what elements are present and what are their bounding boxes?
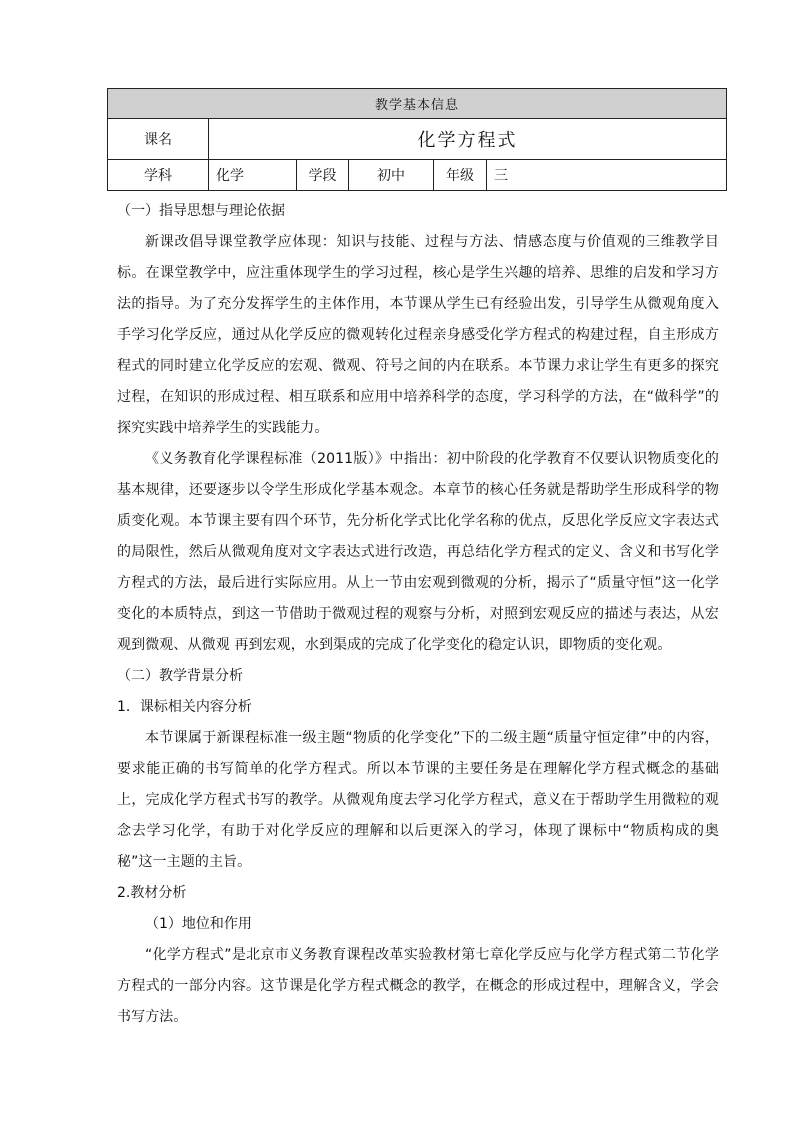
paragraph-three-dimensional-goals: 新课改倡导课堂教学应体现：知识与技能、过程与方法、情感态度与价值观的三维教学目标。在课堂教学中，应注重体现学生的学习过程，核心是学生兴趣的培养、思维的启发和学习方法的指导。为了充分发挥学生的主体作用，本节课从学生已有经验出发，引导学生从微观角度入手学习化学反应，通过从化学反应的微观转化过程亲身感受化学方程式的构建过程，自主形成方程式的同时建立化学反应的宏观、微观、符号之间的内在联系。本节课力求让学生有更多的探究过程，在知识的形成过程、相互联系和应用中培养科学的态度，学习科学的方法，在“做科学”的探究实践中培养学生的实践能力。 xyxy=(117,234,719,436)
stage-label: 学段 xyxy=(297,160,349,191)
subject-value: 化学 xyxy=(209,160,297,191)
section-heading-background: （二）教学背景分析 xyxy=(117,668,243,684)
course-label: 课名 xyxy=(108,119,209,160)
section-heading-guiding-ideas: （一）指导思想与理论依据 xyxy=(117,203,285,219)
subject-label: 学科 xyxy=(108,160,209,191)
grade-value: 三 xyxy=(487,160,727,191)
stage-value: 初中 xyxy=(349,160,434,191)
subheading-textbook-analysis: 2.教材分析 xyxy=(117,885,187,901)
subheading-position-role: （1）地位和作用 xyxy=(145,916,252,932)
basic-info-table xyxy=(107,88,727,191)
table-header: 教学基本信息 xyxy=(108,89,727,119)
grade-label: 年级 xyxy=(434,160,487,191)
paragraph-position-role: “化学方程式”是北京市义务教育课程改革实验教材第七章化学反应与化学方程式第二节化学方程式的一部分内容。这节课是化学方程式概念的教学，在概念的形成过程中，理解含义，学会书写方法。 xyxy=(117,947,719,1025)
table-header-row xyxy=(108,89,727,119)
paragraph-curriculum-standard: 《义务教育化学课程标准（2011版）》中指出：初中阶段的化学教育不仅要认识物质变化的基本规律，还要逐步以令学生形成化学基本观念。本章节的核心任务就是帮助学生形成科学的物质变化观。本节课主要有四个环节，先分析化学式比化学名称的优点，反思化学反应文字表达式的局限性，然后从微观角度对文字表达式进行改造，再总结化学方程式的定义、含义和书写化学方程式的方法，最后进行实际应用。从上一节由宏观到微观的分析，揭示了“质量守恒”这一化学变化的本质特点，到这一节借助于微观过程的观察与分析，对照到宏观反应的描述与表达，从宏观到微观、从微观 再到宏观，水到渠成的完成了化学变化的稳定认识，即物质的变化观。 xyxy=(117,451,719,653)
subject-row xyxy=(108,160,727,191)
course-row xyxy=(108,119,727,160)
paragraph-standard-analysis: 本节课属于新课程标准一级主题“物质的化学变化”下的二级主题“质量守恒定律”中的内容，要求能正确的书写简单的化学方程式。所以本节课的主要任务是在理解化学方程式概念的基础上，完成化学方程式书写的教学。从微观角度去学习化学方程式，意义在于帮助学生用微粒的观念去学习化学，有助于对化学反应的理解和以后更深入的学习，体现了课标中“物质构成的奥秘”这一主题的主旨。 xyxy=(117,730,719,870)
course-value: 化学方程式 xyxy=(209,119,727,160)
subheading-standard-analysis: 1．课标相关内容分析 xyxy=(117,699,252,715)
document-body xyxy=(117,196,719,1033)
